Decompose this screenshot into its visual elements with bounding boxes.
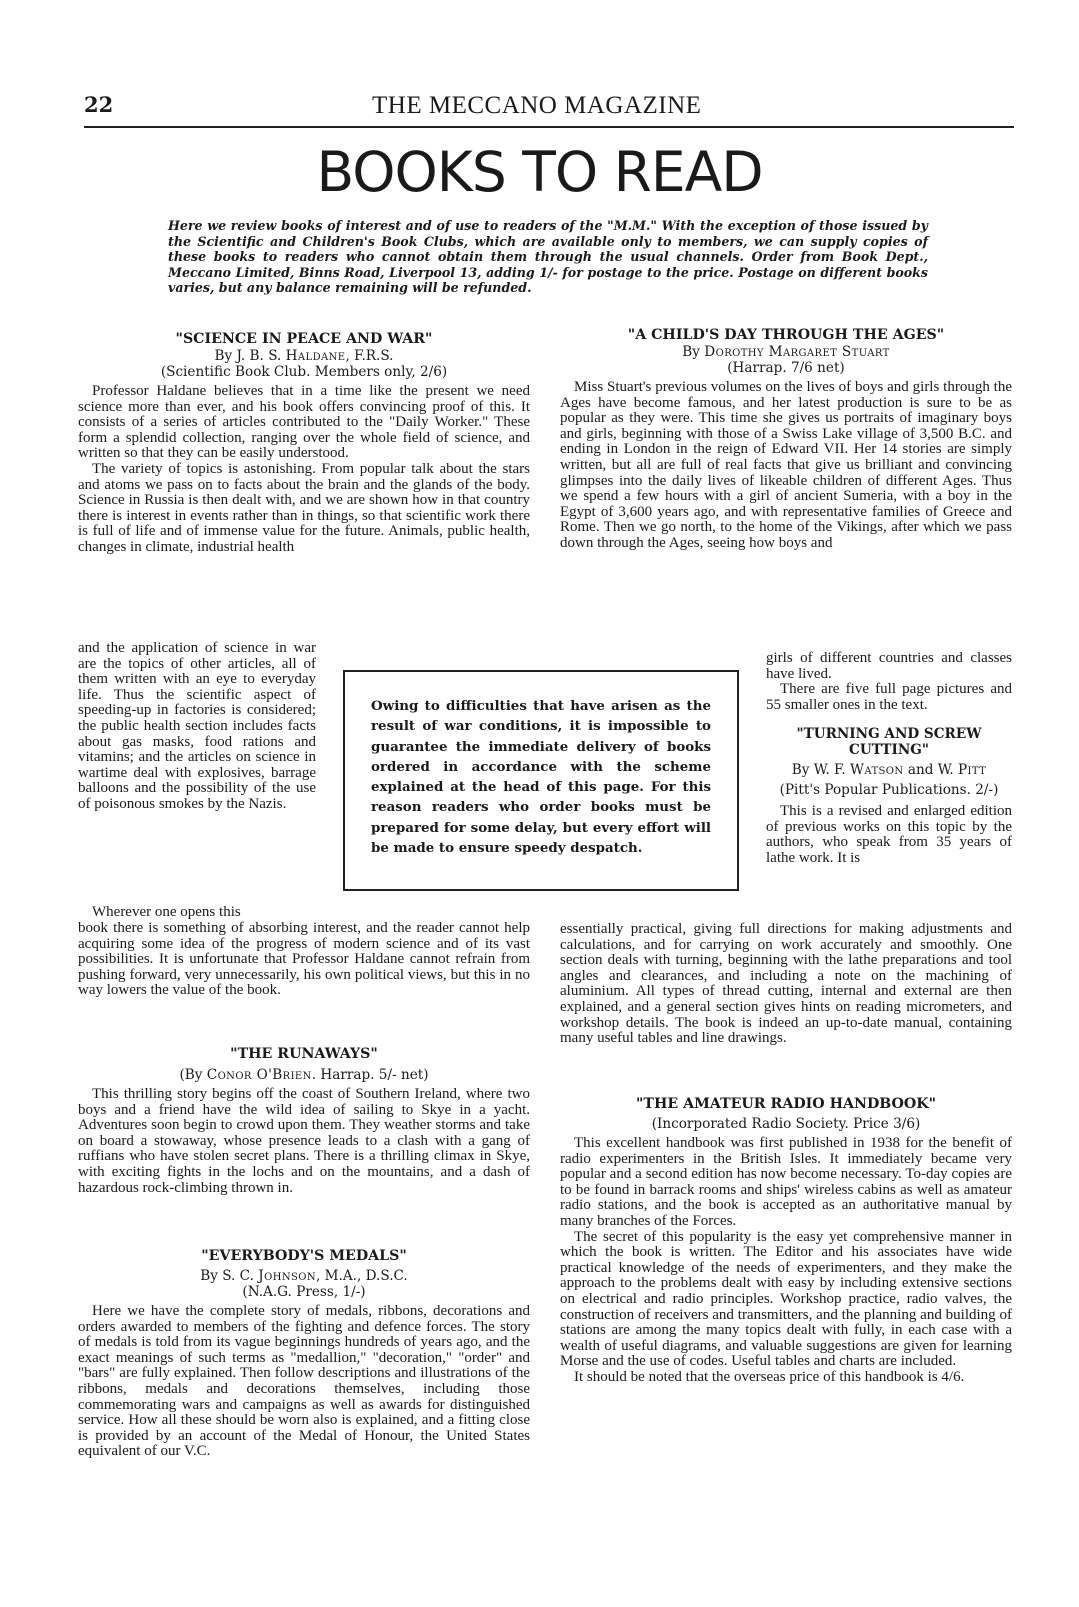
article-author: By S. C. Johnson, M.A., D.S.C. (200, 1268, 408, 1284)
article-publisher: (Harrap. 7/6 net) (727, 360, 845, 376)
article-publisher: (N.A.G. Press, 1/-) (242, 1284, 366, 1300)
article-body: Miss Stuart's previous volumes on the lives of boys and girls through the Ages have become famous, and her latest production is sure to be as popular as they were. This time she gives us portraits of imaginary boys and girls, beginning with those of a Swiss Lake village of 3,500 B.C. and ending in London in the reign of Edward VII. Her 14 stories are simply written, but all are full of real facts that give us brilliant and convincing glimpses into the daily lives of likeable children of different Ages. Thus we spend a few hours with a girl of ancient Sumeria, with a boy in the Egypt of 3,600 years ago, and with representative families of Greece and Rome. Then we go north, to the home of the Vikings, after which we pass down through the Ages, seeing how boys and (560, 379, 1012, 551)
article-title: "SCIENCE IN PEACE AND WAR" (175, 331, 433, 347)
page-header (84, 92, 1014, 128)
article-body: book there is something of absorbing interest, and the reader cannot help acquiring some idea of the progress of modern science and of its vast possibilities. It is unfortunate that Professor Haldane cannot refrain from pushing forward, very unnecessarily, his own political views, but this in no way lowers the value of the book. (78, 920, 530, 999)
article-title: "THE AMATEUR RADIO HANDBOOK" (636, 1096, 936, 1112)
article-science-in-peace-and-war (78, 330, 530, 556)
article-science-continued (78, 921, 530, 999)
article-title: "TURNING AND SCREW CUTTING" (796, 726, 982, 758)
article-title: "A CHILD'S DAY THROUGH THE AGES" (627, 327, 945, 343)
article-author: By Dorothy Margaret Stuart (682, 344, 890, 360)
article-publisher: (Pitt's Popular Publications. 2/-) (779, 782, 999, 798)
article-everybodys-medals (78, 1247, 530, 1460)
intro-paragraph: Here we review books of interest and of use to readers of the "M.M." With the exception of those issued by the Scientific and Children's Book Clubs, which are available only to members, we can supply copies of these books to readers who cannot obtain them through the usual channels. Order from Book Dept., Meccano Limited, Binns Road, Liverpool 13, adding 1/- for postage to the price. Postage on different books varies, but any balance remaining will be refunded. (168, 218, 928, 296)
article-title: "EVERYBODY'S MEDALS" (201, 1248, 407, 1264)
article-body-wrap: This is a revised and enlarged edition of previous works on this topic by the authors, who speak from 35 years of lathe work. It is (766, 803, 1012, 866)
page-title: BOOKS TO READ (316, 140, 763, 204)
article-body-wrap: girls of different countries and classes have lived. There are five full page pictures and 55 smaller ones in the text. (766, 650, 1012, 713)
notice-box (343, 670, 739, 891)
article-publisher: (Incorporated Radio Society. Price 3/6) (651, 1116, 921, 1132)
article-body: Here we have the complete story of medals, ribbons, decorations and orders awarded to members of the fighting and defence forces. The story of medals is told from its vague beginnings hundreds of years ago, and the exact meanings of such terms as "medallion," "decoration," "order" and "bars" are fully explained. Then follow descriptions and illustrations of the ribbons, medals and decorations themselves, including those commemorating wars and campaigns as well as awards for distinguished service. How all these should be worn also is explained, and a fitting close is provided by an account of the Medal of Honour, the United States equivalent of our V.C. (78, 1303, 530, 1460)
article-turning-and-screw-cutting (766, 726, 1012, 866)
article-body-wrap-end: Wherever one opens this (92, 904, 241, 920)
article-body: This excellent handbook was first published in 1938 for the benefit of radio experimenters in the British Isles. It immediately became very popular and a second edition has now become necessary. To-day copies are to be found in barrack rooms and ships' wireless cabins as well as amateur radio stations, and the book is accepted as an authoritative manual by many branches of the Forces. The secret of this popularity is the easy yet comprehensive manner in which the book is written. The Editor and his associates have wide practical knowledge of the needs of experimenters, and they make the approach to the problems dealt with easy by including extensive sections on electrical and radio principles. Workshop practice, radio valves, the construction of receivers and transmitters, and the planning and building of stations are among the many topics dealt with fully, in each case with a wealth of useful diagrams, and valuable suggestions are given for learning Morse and the use of codes. Useful tables and charts are included. It should be noted that the overseas price of this handbook is 4/6. (560, 1135, 1012, 1385)
article-author: By W. F. Watson and W. Pitt (791, 762, 987, 778)
article-meta: (By Conor O'Brien. Harrap. 5/- net) (179, 1067, 429, 1083)
notice-text: Owing to difficulties that have arisen as the result of war conditions, it is impossible to guarantee the immediate delivery of books ordered in accordance with the scheme explained at the head of this page. For this reason readers who order books must be prepared for some delay, but every effort will be made to ensure speedy despatch. (371, 698, 711, 857)
page-number: 22 (84, 92, 114, 117)
article-body: Professor Haldane believes that in a time like the present we need science more than ever, and his book offers convincing proof of this. It consists of a series of articles contributed to the "Daily Worker." These form a splendid collection, ranging over the whole field of science, and written so that they can be easily understood. The variety of topics is astonishing. From popular talk about the stars and atoms we pass on to facts about the brain and the glands of the body. Science in Russia is then dealt with, and we are shown how in that country there is interest in events rather than in things, so that scientific work there is full of life and of immense value for the future. Animals, public health, changes in climate, industrial health (78, 383, 530, 555)
article-the-amateur-radio-handbook (560, 1095, 1012, 1386)
article-turning-continued (560, 922, 1012, 1047)
article-body: This thrilling story begins off the coast of Southern Ireland, where two boys and a friend have the wild idea of sailing to Skye in a yacht. Adventures soon begin to crowd upon them. They weather storms and take on board a stowaway, whose presence leads to a clash with a gang of ruffians who have stolen secret plans. There is a thrilling climax in Skye, with exciting fights in the lochs and on the mountains, and a dash of hazardous rock-climbing thrown in. (78, 1086, 530, 1196)
magazine-title: THE MECCANO MAGAZINE (372, 92, 702, 119)
article-body: essentially practical, giving full directions for making adjustments and calculations, and for carrying on work accurately and smoothly. One section deals with turning, beginning with the lathe preparations and tool angles and clearances, and including a note on the machining of aluminium. All types of thread cutting, internal and external are then explained, and a general section gives hints on reading micrometers, and workshop details. The book is indeed an up-to-date manual, containing many useful tables and line drawings. (560, 921, 1012, 1047)
article-the-runaways (78, 1045, 530, 1196)
article-body-wrap: and the application of science in war are the topics of other articles, all of them written with an eye to everyday life. Thus the scientific aspect of speeding-up in factories is considered; the public health section includes facts about gas masks, food rations and vitamins; and the articles on science in wartime deal with explosives, barrage balloons and the possibility of the use of poisonous smokes by the Nazis. (78, 640, 316, 812)
article-author: By J. B. S. Haldane, F.R.S. (214, 348, 394, 364)
article-title: "THE RUNAWAYS" (230, 1046, 378, 1062)
article-a-childs-day-through-the-ages (560, 326, 1012, 552)
article-publisher: (Scientific Book Club. Members only, 2/6) (160, 364, 448, 380)
